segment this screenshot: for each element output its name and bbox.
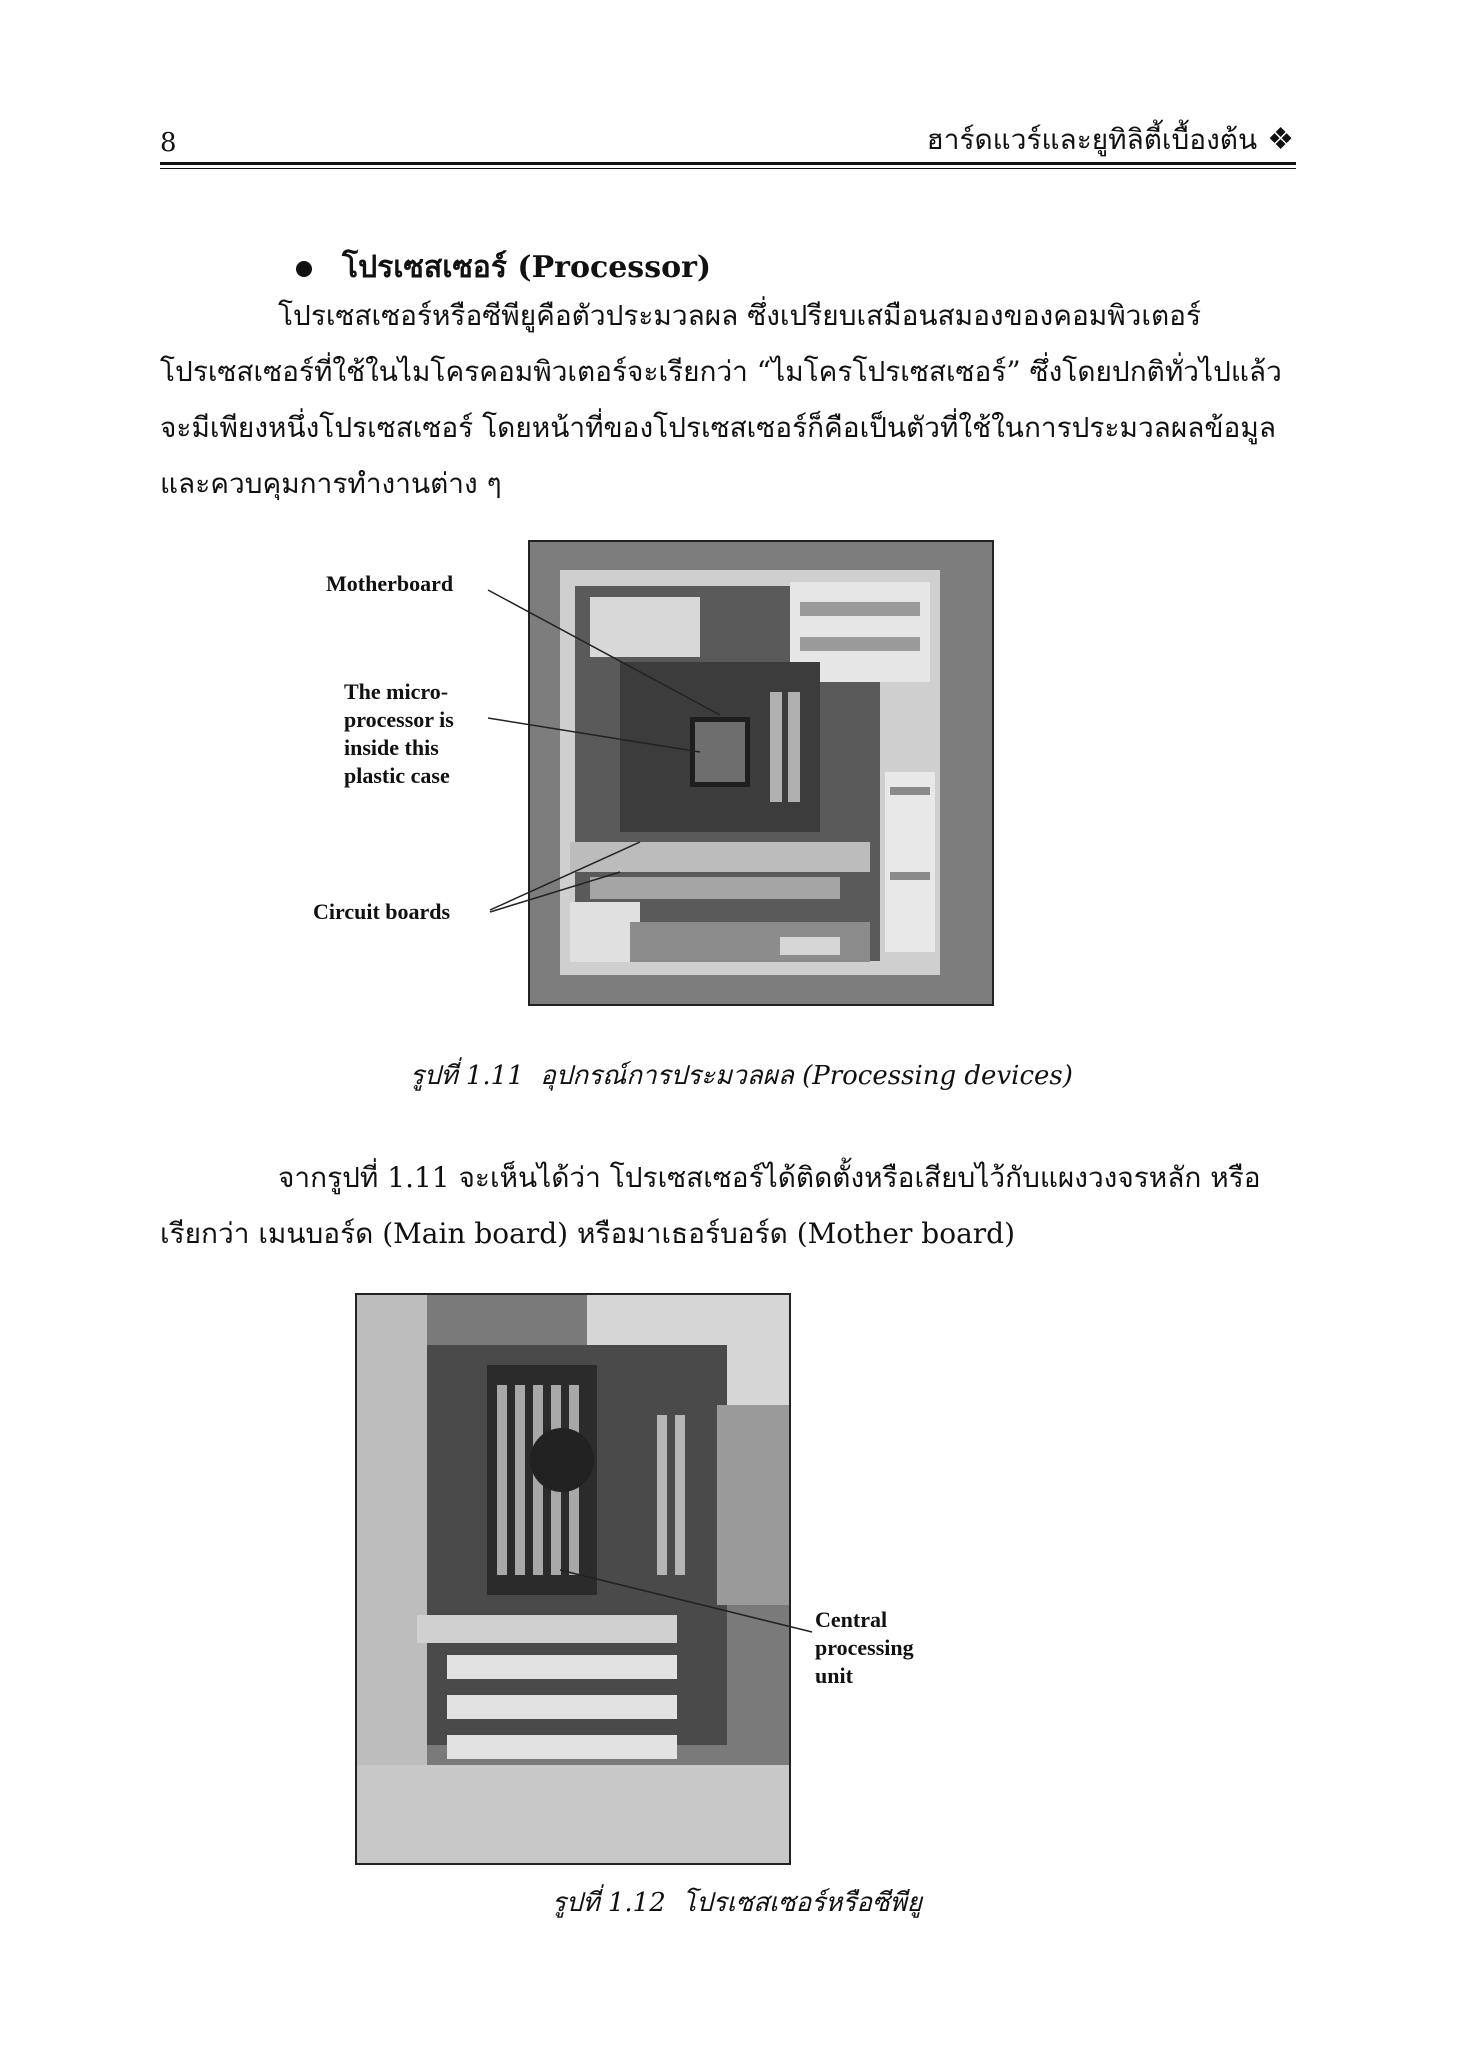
computer-case-illustration xyxy=(530,542,992,1004)
header-rule-thick xyxy=(160,162,1296,165)
running-title-text: ฮาร์ดแวร์และยูทิลิตี้เบื้องต้น xyxy=(926,123,1258,156)
ornament-icon: ❖ xyxy=(1267,122,1294,157)
label-line: The micro- xyxy=(344,679,449,704)
paragraph-2 xyxy=(160,1150,1296,1262)
figure-1-caption xyxy=(410,1055,1073,1096)
label-circuit-boards: Circuit boards xyxy=(313,899,451,924)
header-rule-thin xyxy=(160,168,1296,169)
label-line: inside this xyxy=(344,735,439,760)
running-title xyxy=(927,118,1294,162)
label-line: Central xyxy=(815,1607,888,1632)
figure-2-caption xyxy=(552,1882,922,1923)
label-line: plastic case xyxy=(344,763,450,788)
caption-text: อุปกรณ์การประมวลผล (Processing devices) xyxy=(540,1061,1073,1091)
paragraph-line: โปรเซสเซอร์ที่ใช้ในไมโครคอมพิวเตอร์จะเรียกว่า “ไมโครโปรเซสเซอร์” ซึ่งโดยปกติทั่วไปแล้ว xyxy=(160,355,1282,388)
paragraph-line: เรียกว่า เมนบอร์ด (Main board) หรือมาเธอร์บอร์ด (Mother board) xyxy=(160,1217,1015,1250)
section-heading-text: โปรเซสเซอร์ (Processor) xyxy=(342,250,712,285)
paragraph-line: จากรูปที่ 1.11 จะเห็นได้ว่า โปรเซสเซอร์ได้ติดตั้งหรือเสียบไว้กับแผงวงจรหลัก หรือ xyxy=(278,1161,1261,1194)
paragraph-line: และควบคุมการทำงานต่าง ๆ xyxy=(160,467,502,500)
section-heading xyxy=(296,244,711,291)
label-line: processor is xyxy=(344,707,454,732)
figure-2-photo xyxy=(355,1293,791,1865)
label-motherboard: Motherboard xyxy=(326,571,454,596)
paragraph-line: จะมีเพียงหนึ่งโปรเซสเซอร์ โดยหน้าที่ของโปรเซสเซอร์ก็คือเป็นตัวที่ใช้ในการประมวลผลข้อมูล xyxy=(160,411,1276,444)
caption-text: โปรเซสเซอร์หรือซีพียู xyxy=(682,1888,922,1918)
label-line: unit xyxy=(815,1663,853,1688)
bullet-icon xyxy=(296,261,312,277)
label-microprocessor xyxy=(344,678,454,790)
label-central-processing-unit xyxy=(815,1606,914,1690)
label-line: processing xyxy=(815,1635,914,1660)
paragraph-1 xyxy=(160,288,1296,512)
paragraph-line: โปรเซสเซอร์หรือซีพียูคือตัวประมวลผล ซึ่งเปรียบเสมือนสมองของคอมพิวเตอร์ xyxy=(278,299,1202,332)
page-number: 8 xyxy=(160,128,177,158)
caption-number: รูปที่ 1.12 xyxy=(552,1888,666,1918)
caption-number: รูปที่ 1.11 xyxy=(410,1061,524,1091)
motherboard-illustration xyxy=(357,1295,789,1863)
figure-1-photo xyxy=(528,540,994,1006)
